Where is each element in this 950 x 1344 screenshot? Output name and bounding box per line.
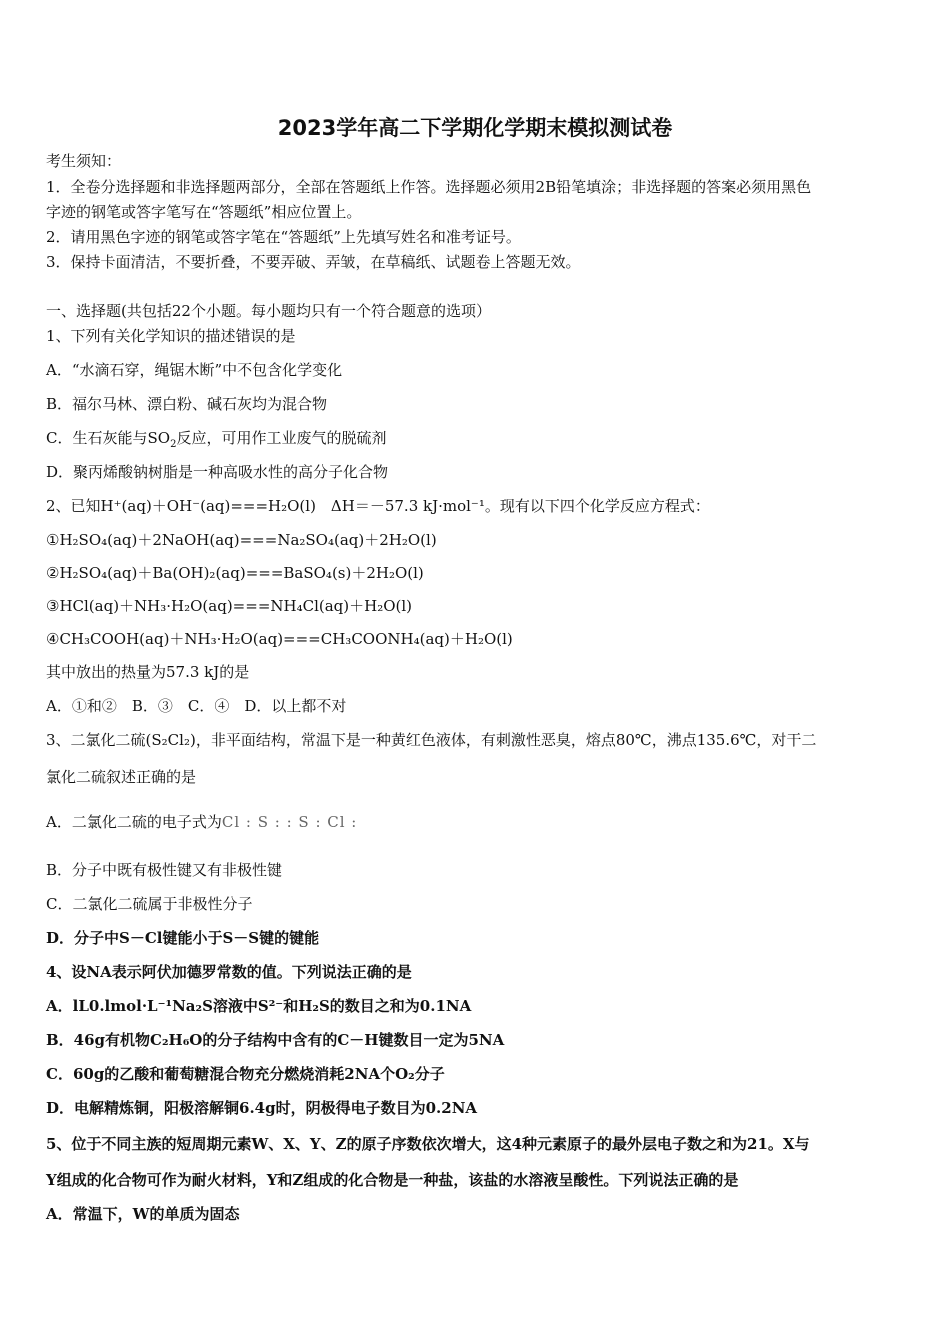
q2-question: 其中放出的热量为57.3 kJ的是 (46, 663, 250, 681)
q1-option-d: D．聚丙烯酸钠树脂是一种高吸水性的高分子化合物 (46, 463, 389, 481)
q3-stem-line1: 3、二氯化二硫(S₂Cl₂)，非平面结构，常温下是一种黄红色液体，有刺激性恶臭，熔点80℃，沸点135.6℃，对干二 (46, 731, 817, 749)
notice-item: 2．请用黑色字迹的钢笔或答字笔在“答题纸”上先填写姓名和准考证号。 (46, 228, 521, 246)
notice-item: 1．全卷分选择题和非选择题两部分，全部在答题纸上作答。选择题必须用2B铅笔填涂；非选择题的答案必须用黑色 (46, 178, 812, 196)
q2-reaction-3: ③HCl(aq)＋NH₃·H₂O(aq)===NH₄Cl(aq)＋H₂O(l) (46, 597, 413, 615)
q2-reaction-4: ④CH₃COOH(aq)＋NH₃·H₂O(aq)===CH₃COONH₄(aq)＋H₂O(l) (46, 630, 513, 648)
q3-option-c: C．二氯化二硫属于非极性分子 (46, 895, 253, 913)
q4-stem: 4、设NA表示阿伏加德罗常数的值。下列说法正确的是 (46, 963, 412, 981)
notice-item: 3．保持卡面清洁，不要折叠，不要弄破、弄皱，在草稿纸、试题卷上答题无效。 (46, 253, 581, 271)
q3-option-b: B．分子中既有极性键又有非极性键 (46, 861, 283, 879)
q5-option-a: A．常温下，W的单质为固态 (46, 1205, 240, 1223)
q2-options: A．①和② B．③ C．④ D．以上都不对 (46, 697, 347, 715)
q3-option-a: A．二氯化二硫的电子式为Cl : S : : S : Cl : (46, 813, 358, 831)
q1-option-c: C．生石灰能与$SO_2$反应，可用作工业废气的脱硫剂 (46, 429, 387, 450)
q4-option-b: B．46g有机物C₂H₆O的分子结构中含有的C－H键数目一定为5NA (46, 1031, 505, 1049)
q2-stem: 2、已知H⁺(aq)＋OH⁻(aq)===H₂O(l) ΔH＝－57.3 kJ·mol⁻¹。现有以下四个化学反应方程式： (46, 497, 710, 515)
q1-option-b: B．福尔马林、漂白粉、碱石灰均为混合物 (46, 395, 328, 413)
q5-stem-line2: Y组成的化合物可作为耐火材料，Y和Z组成的化合物是一种盐，该盐的水溶液呈酸性。下列说法正确的是 (46, 1171, 739, 1189)
q3-stem-line2: 氯化二硫叙述正确的是 (46, 768, 197, 786)
q4-option-c: C．60g的乙酸和葡萄糖混合物充分燃烧消耗2NA个O₂分子 (46, 1065, 445, 1083)
page-title: 2023学年高二下学期化学期末模拟测试卷 (277, 116, 673, 140)
q3-option-d: D．分子中S－Cl键能小于S－S键的键能 (46, 929, 320, 947)
q5-stem-line1: 5、位于不同主族的短周期元素W、X、Y、Z的原子序数依次增大，这4种元素原子的最外层电子数之和为21。X与 (46, 1135, 810, 1153)
q1-stem: 1、下列有关化学知识的描述错误的是 (46, 327, 296, 345)
notice-item: 字迹的钢笔或答字笔写在“答题纸”相应位置上。 (46, 203, 362, 221)
lewis-structure: Cl : S : : S : Cl : (221, 813, 358, 831)
q2-reaction-1: ①H₂SO₄(aq)＋2NaOH(aq)===Na₂SO₄(aq)＋2H₂O(l) (46, 531, 437, 549)
q4-option-a: A．lL0.lmol·L⁻¹Na₂S溶液中S²⁻和H₂S的数目之和为0.1NA (46, 997, 472, 1015)
notice-heading: 考生须知： (46, 152, 122, 170)
section-heading: 一、选择题(共包括22个小题。每小题均只有一个符合题意的选项） (46, 302, 491, 320)
q1-option-a: A．“水滴石穿，绳锯木断”中不包含化学变化 (46, 361, 343, 379)
q2-reaction-2: ②H₂SO₄(aq)＋Ba(OH)₂(aq)===BaSO₄(s)＋2H₂O(l) (46, 564, 424, 582)
q4-option-d: D．电解精炼铜，阳极溶解铜6.4g时，阴极得电子数目为0.2NA (46, 1099, 478, 1117)
